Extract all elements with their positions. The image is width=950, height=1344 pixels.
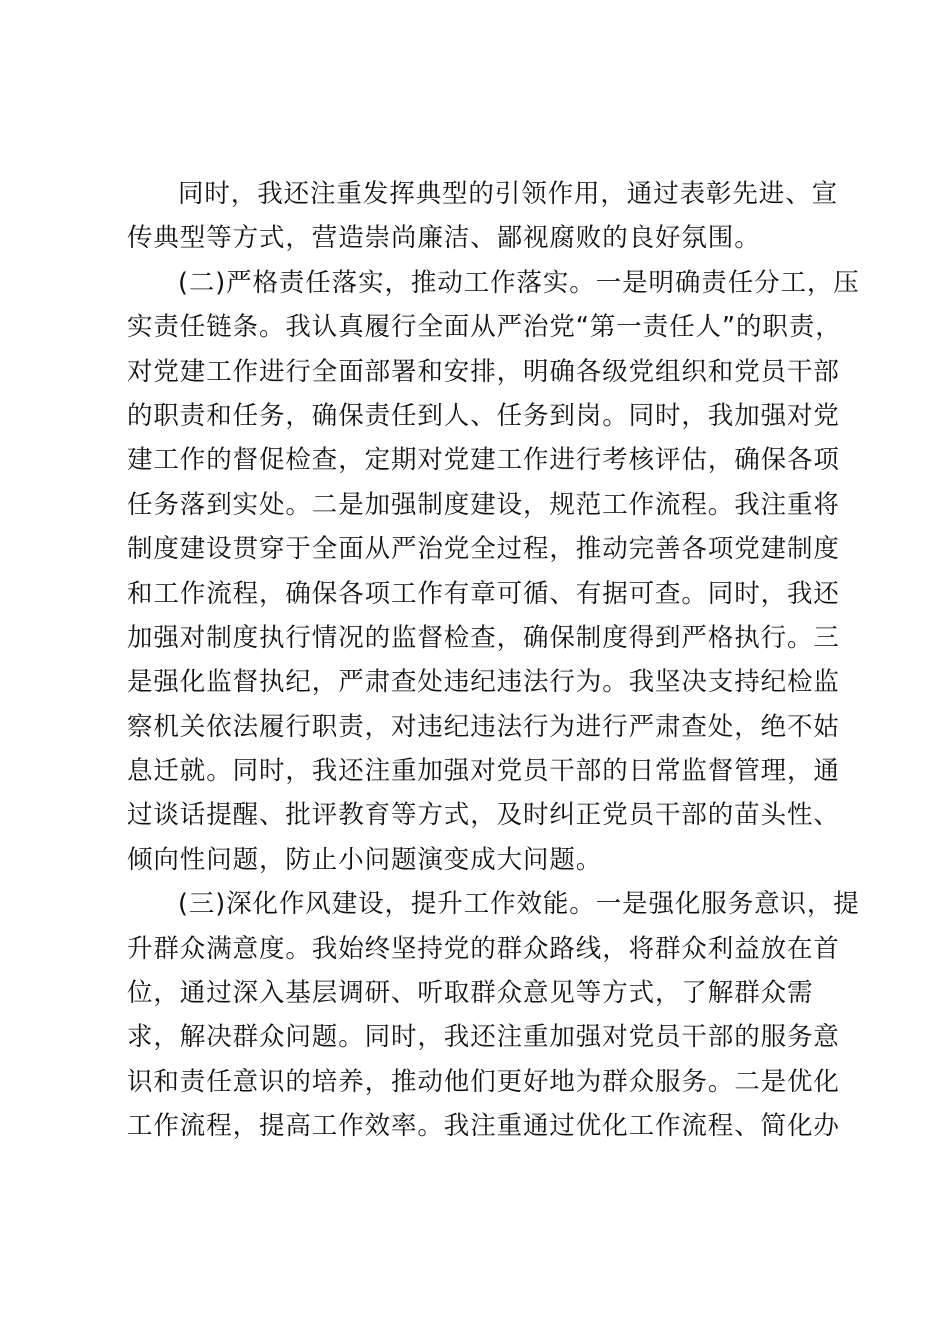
text-line: (二)严格责任落实，推动工作落实。一是明确责任分工，压 bbox=[178, 267, 860, 298]
text-line: 制度建设贯穿于全面从严治党全过程，推动完善各项党建制度 bbox=[127, 534, 840, 565]
text-line: 任务落到实处。二是加强制度建设，规范工作流程。我注重将 bbox=[127, 489, 840, 520]
text-line: 和工作流程，确保各项工作有章可循、有据可查。同时，我还 bbox=[127, 578, 840, 609]
text-line: 对党建工作进行全面部署和安排，明确各级党组织和党员干部 bbox=[127, 356, 840, 387]
text-line: 工作流程，提高工作效率。我注重通过优化工作流程、简化办 bbox=[127, 1111, 840, 1142]
text-line: 位，通过深入基层调研、听取群众意见等方式，了解群众需 bbox=[127, 978, 814, 1009]
text-line: 升群众满意度。我始终坚持党的群众路线，将群众利益放在首 bbox=[127, 933, 840, 964]
body-text bbox=[127, 172, 860, 1149]
text-line: 识和责任意识的培养，推动他们更好地为群众服务。二是优化 bbox=[127, 1066, 840, 1097]
text-line: 倾向性问题，防止小问题演变成大问题。 bbox=[127, 844, 603, 875]
text-line: 传典型等方式，营造崇尚廉洁、鄙视腐败的良好氛围。 bbox=[127, 223, 761, 254]
text-line: 息迁就。同时，我还注重加强对党员干部的日常监督管理，通 bbox=[127, 756, 840, 787]
text-line: 的职责和任务，确保责任到人、任务到岗。同时，我加强对党 bbox=[127, 400, 840, 431]
text-line: (三)深化作风建设，提升工作效能。一是强化服务意识，提 bbox=[178, 889, 860, 920]
text-line: 加强对制度执行情况的监督检查，确保制度得到严格执行。三 bbox=[127, 622, 840, 653]
text-line: 建工作的督促检查，定期对党建工作进行考核评估，确保各项 bbox=[127, 445, 840, 476]
text-line: 同时，我还注重发挥典型的引领作用，通过表彰先进、宣 bbox=[178, 179, 839, 209]
text-line: 求，解决群众问题。同时，我还注重加强对党员干部的服务意 bbox=[127, 1022, 840, 1053]
text-line: 过谈话提醒、批评教育等方式，及时纠正党员干部的苗头性、 bbox=[127, 800, 840, 831]
text-line: 实责任链条。我认真履行全面从严治党“第一责任人”的职责， bbox=[127, 312, 842, 343]
text-line: 察机关依法履行职责，对违纪违法行为进行严肃查处，绝不姑 bbox=[127, 711, 840, 742]
text-line: 是强化监督执纪，严肃查处违纪违法行为。我坚决支持纪检监 bbox=[127, 667, 840, 698]
